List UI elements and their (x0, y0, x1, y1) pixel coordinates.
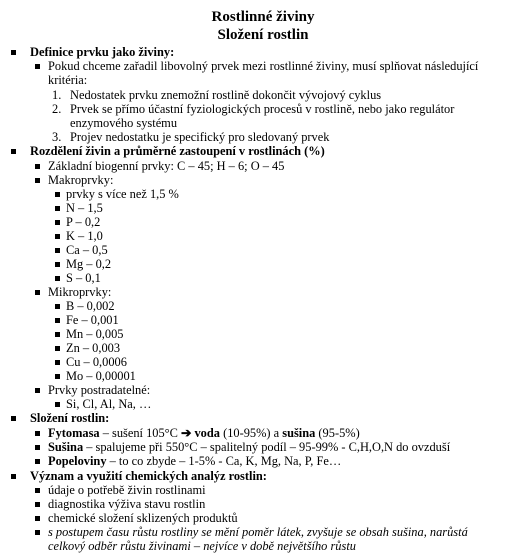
bullet-icon (55, 220, 60, 225)
bullet-icon (55, 374, 60, 379)
bullet-icon (55, 192, 60, 197)
list-item: enzymového systému (70, 116, 178, 130)
bullet-icon (35, 290, 40, 295)
section-heading-usage: Význam a využití chemických analýz rostlin: (30, 469, 267, 483)
bullet-icon (35, 488, 40, 493)
list-item: Mn – 0,005 (66, 327, 124, 341)
list-item: Si, Cl, Al, Na, … (66, 397, 152, 411)
bullet-icon (35, 502, 40, 507)
list-item: Zn – 0,003 (66, 341, 121, 355)
bullet-icon (55, 332, 60, 337)
bullet-icon (35, 431, 40, 436)
bullet-icon (11, 416, 16, 421)
bullet-icon (11, 50, 16, 55)
list-item: Mikroprvky: (48, 285, 112, 299)
list-item: s postupem času růstu rostliny se mění poměr látek, zvyšuje se obsah sušina, narůstá (48, 525, 468, 539)
bullet-icon (55, 402, 60, 407)
bullet-icon (55, 276, 60, 281)
bullet-icon (35, 530, 40, 535)
susina-line: Sušina – spalujeme při 550°C – spalitelný podíl – 95-99% - C,H,O,N do ovzduší (48, 440, 451, 454)
list-item: K – 1,0 (66, 229, 103, 243)
fytomasa-line: Fytomasa – sušení 105°C ➔ voda (10-95%) a sušina (95-5%) (48, 426, 360, 440)
list-item: N – 1,5 (66, 201, 103, 215)
bullet-icon (55, 304, 60, 309)
list-number: 2. (52, 102, 62, 116)
bullet-icon (11, 474, 16, 479)
bullet-icon (55, 234, 60, 239)
bullet-icon (55, 206, 60, 211)
list-item: Prvek se přímo účastní fyziologických procesů v rostlině, nebo jako regulátor (70, 102, 455, 116)
list-item: Ca – 0,5 (66, 243, 108, 257)
section-heading-definition: Definice prvku jako živiny: (30, 45, 175, 59)
popeloviny-line: Popeloviny – to co zbyde – 1-5% - Ca, K, Mg, Na, P, Fe… (48, 454, 342, 468)
list-number: 1. (52, 88, 62, 102)
bullet-icon (55, 248, 60, 253)
bullet-icon (35, 445, 40, 450)
list-item: Cu – 0,0006 (66, 355, 127, 369)
subtitle: Složení rostlin (217, 27, 309, 43)
list-item: Prvky postradatelné: (48, 383, 151, 397)
list-item: diagnostika výživa stavu rostlin (48, 497, 206, 511)
bullet-icon (35, 164, 40, 169)
list-item: Projev nedostatku je specifický pro sledovaný prvek (70, 130, 330, 144)
list-item: Mo – 0,00001 (66, 369, 136, 383)
bullet-icon (55, 318, 60, 323)
list-item: Základní biogenní prvky: C – 45; H – 6; O – 45 (48, 159, 285, 173)
list-item: prvky s více než 1,5 % (66, 187, 179, 201)
list-item: Nedostatek prvku znemožní rostlině dokončit vývojový cyklus (70, 88, 382, 102)
title: Rostlinné živiny (211, 9, 315, 25)
bullet-icon (11, 149, 16, 154)
list-item: Fe – 0,001 (66, 313, 119, 327)
paragraph-line: kritéria: (48, 73, 88, 87)
list-item: B – 0,002 (66, 299, 115, 313)
list-item: Mg – 0,2 (66, 257, 112, 271)
section-heading-composition: Složení rostlin: (30, 411, 110, 425)
bullet-icon (35, 459, 40, 464)
bullet-icon (35, 516, 40, 521)
list-item: chemické složení sklizených produktů (48, 511, 238, 525)
section-heading-distribution: Rozdělení živin a průměrné zastoupení v rostlinách (%) (30, 144, 325, 158)
list-item: Makroprvky: (48, 173, 114, 187)
bullet-icon (35, 64, 40, 69)
list-item: údaje o potřebě živin rostlinami (48, 483, 206, 497)
bullet-icon (35, 178, 40, 183)
paragraph-line: Pokud chceme zařadil libovolný prvek mezi rostlinné živiny, musí splňovat následující (48, 59, 479, 73)
arrow-right-icon: ➔ (181, 426, 192, 440)
bullet-icon (55, 262, 60, 267)
bullet-icon (55, 346, 60, 351)
bullet-icon (35, 388, 40, 393)
list-item: S – 0,1 (66, 271, 101, 285)
list-item: P – 0,2 (66, 215, 101, 229)
bullet-icon (55, 360, 60, 365)
list-number: 3. (52, 130, 62, 144)
list-item: celkový odběr růstu živinami – nejvíce v době největšího růstu (48, 539, 356, 553)
